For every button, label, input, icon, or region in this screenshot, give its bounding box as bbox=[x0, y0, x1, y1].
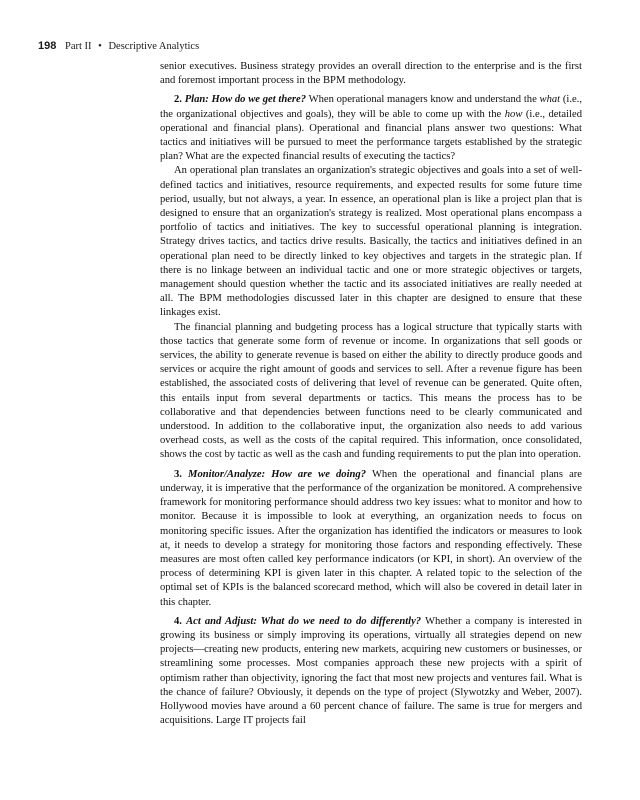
step-number: 2. bbox=[174, 94, 182, 106]
step-number: 4. bbox=[174, 615, 182, 627]
paragraph-monitor bbox=[160, 468, 582, 610]
part-label: Part II bbox=[64, 41, 92, 52]
body-text bbox=[160, 60, 582, 728]
running-head bbox=[38, 40, 598, 52]
step-heading-plan: Plan: How do we get there? bbox=[184, 94, 307, 106]
step-number: 3. bbox=[174, 468, 182, 480]
bullet-separator: • bbox=[98, 41, 102, 52]
emphasis-what: what bbox=[539, 94, 561, 106]
section-title: Descriptive Analytics bbox=[108, 41, 200, 52]
emphasis-how: how bbox=[504, 108, 523, 120]
paragraph-continuation: senior executives. Business strategy provides an overall direction to the enterprise and is the first and foremost important process in the BPM methodology. bbox=[160, 61, 582, 87]
page-number: 198 bbox=[38, 40, 57, 52]
paragraph-act-adjust bbox=[160, 615, 582, 729]
paragraph-text: When the operational and financial plans are underway, it is imperative that the performance of the organization be monitored. A comprehensive framework for monitoring performance should address two key issues: what to monitor and how to monitor. Because it is impossible to look at everything, an organization needs to focus on monitoring specific issues. After the organization has identified the indicators or measures to look at, it needs to develop a strategy for monitoring those factors and responding effectively. These measures are most often called key performance indicators (or KPI, in short). An overview of the process of determining KPI is given later in this chapter. A related topic to the selection of the optimal set of KPIs is the balanced scorecard method, which will also be covered in detail later in this chapter. bbox=[160, 468, 582, 608]
step-heading-monitor: Monitor/Analyze: How are we doing? bbox=[188, 468, 367, 480]
paragraph-financial-planning: The financial planning and budgeting process has a logical structure that typically starts with those tactics that generate some form of revenue or income. In organizations that sell goods or services, the ability to generate revenue is based on either the ability to directly produce goods and services or acquire the right amount of goods and services to sell. After a revenue figure has been established, the associated costs of delivering that level of revenue can be generated. Quite often, this entails input from several departments or tactics. This means the process has to be collaborative and that dependencies between functions need to be clearly communicated and understood. In addition to the collaborative input, the organization also needs to add various overhead costs, as well as the costs of the capital required. This information, once consolidated, shows the cost by tactic as well as the cash and funding requirements to put the plan into operation. bbox=[160, 321, 582, 461]
paragraph-text: (i.e., detailed operational and financial plans). Operational and financial plans answer two questions: What tactics and initiatives will be pursued to meet the performance targets established by the strategic plan? What are the expected financial results of executing the tactics? bbox=[160, 108, 582, 163]
paragraph-text: When operational managers know and understand the bbox=[308, 94, 540, 106]
paragraph-operational-plan: An operational plan translates an organization's strategic objectives and goals into a set of well-defined tactics and initiatives, resource requirements, and expected results for some future time period, usually, but not always, a year. In essence, an operational plan is like a project plan that is designed to ensure that an organization's strategy is realized. Most operational plans encompass a portfolio of tactics and initiatives. The key to successful operational planning is integration. Strategy drives tactics, and tactics drive results. Basically, the tactics and initiatives defined in an operational plan need to be directly linked to key objectives and targets in the strategic plan. If there is no linkage between an individual tactic and one or more strategic objectives or targets, management should question whether the tactic and its associated initiatives are really needed at all. The BPM methodologies discussed later in this chapter are designed to ensure that these linkages exist. bbox=[160, 165, 582, 319]
paragraph-plan bbox=[160, 93, 582, 164]
paragraph-text: (i.e., the organizational objectives and goals), they will be able to come up with the bbox=[160, 94, 582, 120]
paragraph-text: Whether a company is interested in growing its business or simply improving its operations, virtually all strategies depend on new projects—creating new products, entering new markets, acquiring new customers or businesses, or streamlining some processes. Most companies approach these new projects with a spirit of optimism rather than objectivity, ignoring the fact that most new projects and ventures fail. What is the chance of failure? Obviously, it depends on the type of project (Slywotzky and Weber, 2007). Hollywood movies have around a 60 percent chance of failure. The same is true for mergers and acquisitions. Large IT projects fail bbox=[160, 615, 582, 727]
step-heading-act: Act and Adjust: What do we need to do differently? bbox=[186, 615, 422, 627]
